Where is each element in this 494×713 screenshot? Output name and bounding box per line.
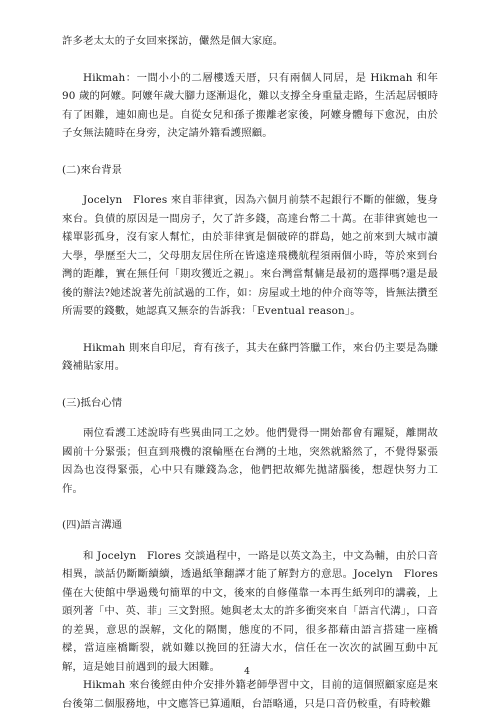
paragraph-jocelyn-language: 和 Jocelyn Flores 交談過程中，一路是以英文為主，中文為輔，由於口音相異，談話仍斷斷續續，透過紙筆翻譯才能了解對方的意思。Jocelyn Flores 僅在大使館中學過幾句簡單的中文，後來的自修僅靠一本再生紙列印的講義，上頭列著「中、英、菲」三文對照。她與老太太的許多衝突來自「語言代溝」，口音的差異，意思的誤解，文化的隔閡，態度的不同，很多都藉由語言搭建一座橋樑，當這座橋斷裂，就如難以挽回的狂濤大水，信任在一次次的試圖互動中瓦解，這是她目前遇到的最大困難。 <box>62 549 438 673</box>
section-heading-arrival-feelings: (三)抵台心情 <box>62 396 123 409</box>
paragraph-arrival-feelings: 兩位看護工述說時有些異曲同工之妙。他們覺得一開始都會有躍疑，離開故國前十分緊張；但直到飛機的滾輪壓在台灣的土地，突然就豁然了，不覺得緊張因為也沒得緊張，心中只有賺錢為念，他們把故鄉先拋諸腦後，想趕快努力工作。 <box>62 427 438 495</box>
paragraph-family-visits: 許多老太太的子女回來探訪，儼然是個大家庭。 <box>62 35 284 47</box>
paragraph-hikmah-background: Hikmah 則來自印尼，育有孩子，其夫在蘇門答臘工作，來台仍主要是為賺錢補貼家用。 <box>62 341 438 372</box>
paragraph-hikmah-language: Hikmah 來台後經由仲介安排外籍老師學習中文，目前的這個照顧家庭是來台後第二個服務地，中文應答已算通順，台語略通，只是口音仍較重，有時較難 <box>62 679 438 710</box>
section-heading-background: (二)來台背景 <box>62 163 123 176</box>
page-content <box>62 32 438 713</box>
paragraph-hikmah-household: Hikmah：一間小小的二層樓透天厝，只有兩個人同居，是 Hikmah 和年 90 歲的阿嬤。阿嬤年歲大腳力逐漸退化，難以支撐全身重量走路，生活起居頓時有了困難，連如廁也是。自從女兒和孫子搬離老家後，阿嬤身體每下愈況，由於子女無法隨時在身旁，決定請外籍看護照顧。 <box>62 71 438 139</box>
section-heading-language: (四)語言溝通 <box>62 519 123 531</box>
page-number: 4 <box>244 667 250 677</box>
paragraph-jocelyn-background: Jocelyn Flores 來自菲律賓，因為六個月前禁不起銀行不斷的催繳，隻身來台。負債的原因是一間房子，欠了許多錢，高達台幣二十萬。在菲律賓她也一樣單影孤身，沒有家人幫忙，由於菲律賓是個破碎的群島，她之前來到大城市讀大學，學歷至大二，父母朋友居住所在皆遠達飛機航程須兩個小時，等於來到台灣的距離，實在無任何「期攻獲近之親」。來台灣當幫傭是最初的選擇嗎?還是最後的辦法?她述說著先前試過的工作，如：房屋或土地的仲介商等等，皆無法攢至所需要的錢數，她認真又無奈的告訴我：「Eventual reason」。 <box>62 194 438 317</box>
